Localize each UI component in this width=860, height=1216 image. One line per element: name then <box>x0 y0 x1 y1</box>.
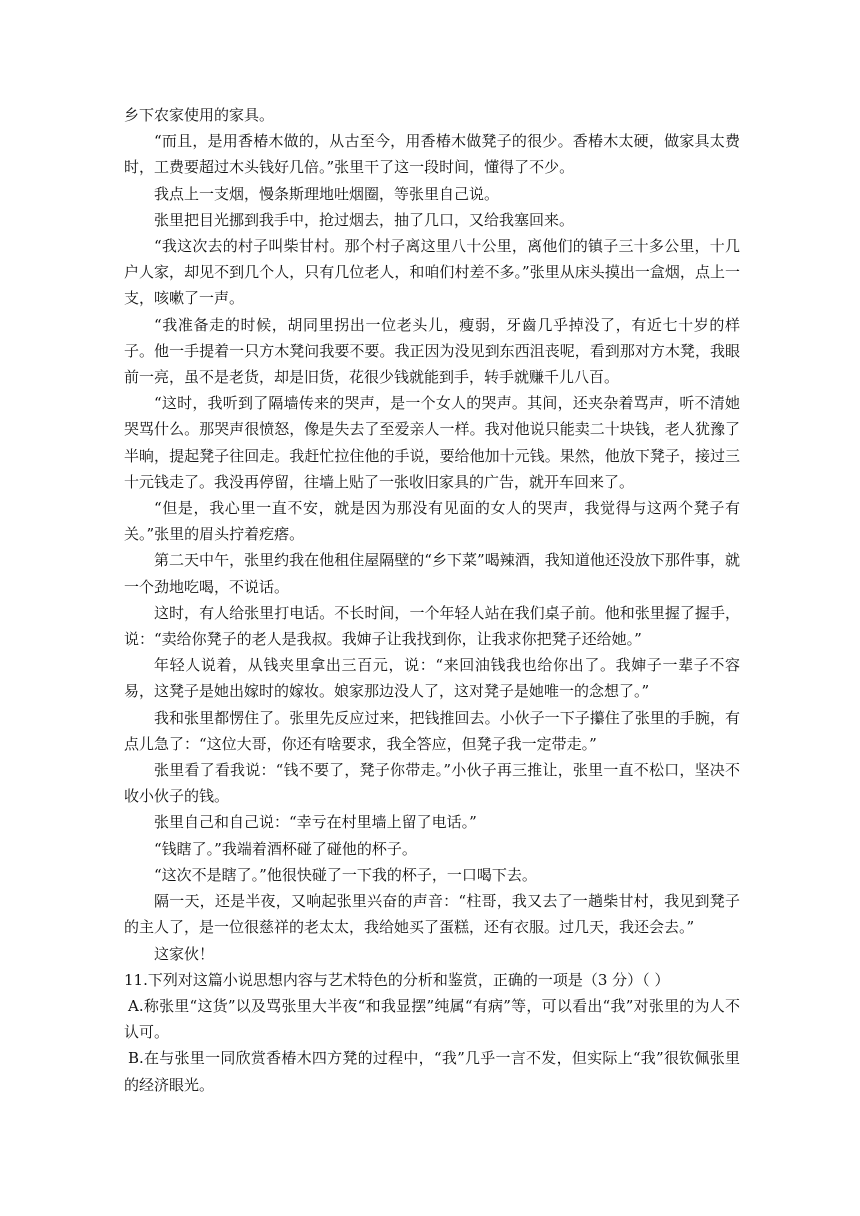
story-paragraph: “这时，我听到了隔墙传来的哭声，是一个女人的哭声。其间，还夹杂着骂声，听不清她哭骂什么。那哭声很愤怒，像是失去了至爱亲人一样。我对他说只能卖二十块钱，老人犹豫了半晌，提起凳子往回走。我赶忙拉住他的手说，要给他加十元钱。果然，他放下凳子，接过三十元钱走了。我没再停留，往墙上贴了一张收旧家具的广告，就开车回来了。 <box>124 394 740 491</box>
story-paragraph: “钱瞎了。”我端着酒杯碰了碰他的杯子。 <box>154 839 417 858</box>
story-paragraph: 隔一天，还是半夜，又响起张里兴奋的声音：“柱哥，我又去了一趟柴甘村，我见到凳子的主人了，是一位很慈祥的老太太，我给她买了蛋糕，还有衣服。过几天，我还会去。” <box>124 892 740 937</box>
story-paragraph: 我点上一支烟，慢条斯理地吐烟圈，等张里自己说。 <box>154 184 500 203</box>
story-paragraph: 乡下农家使用的家具。 <box>124 106 275 124</box>
story-paragraph: 张里看了看我说：“钱不要了，凳子你带走。”小伙子再三推让，张里一直不松口，坚决不收小伙子的钱。 <box>124 761 740 806</box>
story-paragraph: 年轻人说着，从钱夹里拿出三百元，说：“来回油钱我也给你出了。我婶子一辈子不容易，这凳子是她出嫁时的嫁妆。娘家那边没人了，这对凳子是她唯一的念想了。” <box>124 656 740 701</box>
story-paragraph: “但是，我心里一直不安，就是因为那没有见面的女人的哭声，我觉得与这两个凳子有关。”张里的眉头拧着疙瘩。 <box>124 499 740 544</box>
answer-option-b[interactable]: B.在与张里一同欣赏香椿木四方凳的过程中，“我”几乎一言不发，但实际上“我”很钦佩张里的经济眼光。 <box>124 1049 740 1094</box>
question-stem: 11.下列对这篇小说思想内容与艺术特色的分析和鉴赏，正确的一项是（3 分）（ ） <box>124 970 670 989</box>
story-paragraph: 张里把目光挪到我手中，抢过烟去，抽了几口，又给我塞回来。 <box>154 210 575 229</box>
story-paragraph: “我这次去的村子叫柴甘村。那个村子离这里八十公里，离他们的镇子三十多公里，十几户人家，却见不到几个人，只有几位老人，和咱们村差不多。”张里从床头摸出一盒烟，点上一支，咳嗽了一声。 <box>124 237 740 308</box>
story-paragraph: 这家伙！ <box>154 944 215 963</box>
story-paragraph: 我和张里都愣住了。张里先反应过来，把钱推回去。小伙子一下子攥住了张里的手腕，有点儿急了：“这位大哥，你还有啥要求，我全答应，但凳子我一定带走。” <box>124 708 740 753</box>
story-paragraph: “我准备走的时候，胡同里拐出一位老头儿，瘦弱，牙齒几乎掉没了，有近七十岁的样子。他一手提着一只方木凳问我要不要。我正因为没见到东西沮丧呢，看到那对方木凳，我眼前一亮，虽不是老货，却是旧货，花很少钱就能到手，转手就赚千儿八百。 <box>124 315 740 387</box>
story-paragraph: 张里自己和自己说：“幸亏在村里墙上留了电话。” <box>154 813 477 832</box>
story-paragraph: “这次不是瞎了。”他很快碰了一下我的杯子，一口喝下去。 <box>154 865 537 884</box>
document-body <box>124 102 740 1098</box>
answer-option-a[interactable]: A.称张里“这货”以及骂张里大半夜“和我显摆”纯属“有病”等，可以看出“我”对张里的为人不认可。 <box>124 996 740 1042</box>
story-paragraph: 第二天中午，张里约我在他租住屋隔壁的“乡下菜”喝辣酒，我知道他还没放下那件事，就一个劲地吃喝，不说话。 <box>124 551 740 596</box>
story-paragraph: “而且，是用香椿木做的，从古至今，用香椿木做凳子的很少。香椿木太硬，做家具太费时，工费要超过木头钱好几倍。”张里干了这一段时间，懂得了不少。 <box>124 132 740 177</box>
story-text <box>124 102 740 967</box>
story-paragraph: 这时，有人给张里打电话。不长时间，一个年轻人站在我们桌子前。他和张里握了握手，说：“卖给你凳子的老人是我叔。我婶子让我找到你，让我求你把凳子还给她。” <box>124 603 740 649</box>
